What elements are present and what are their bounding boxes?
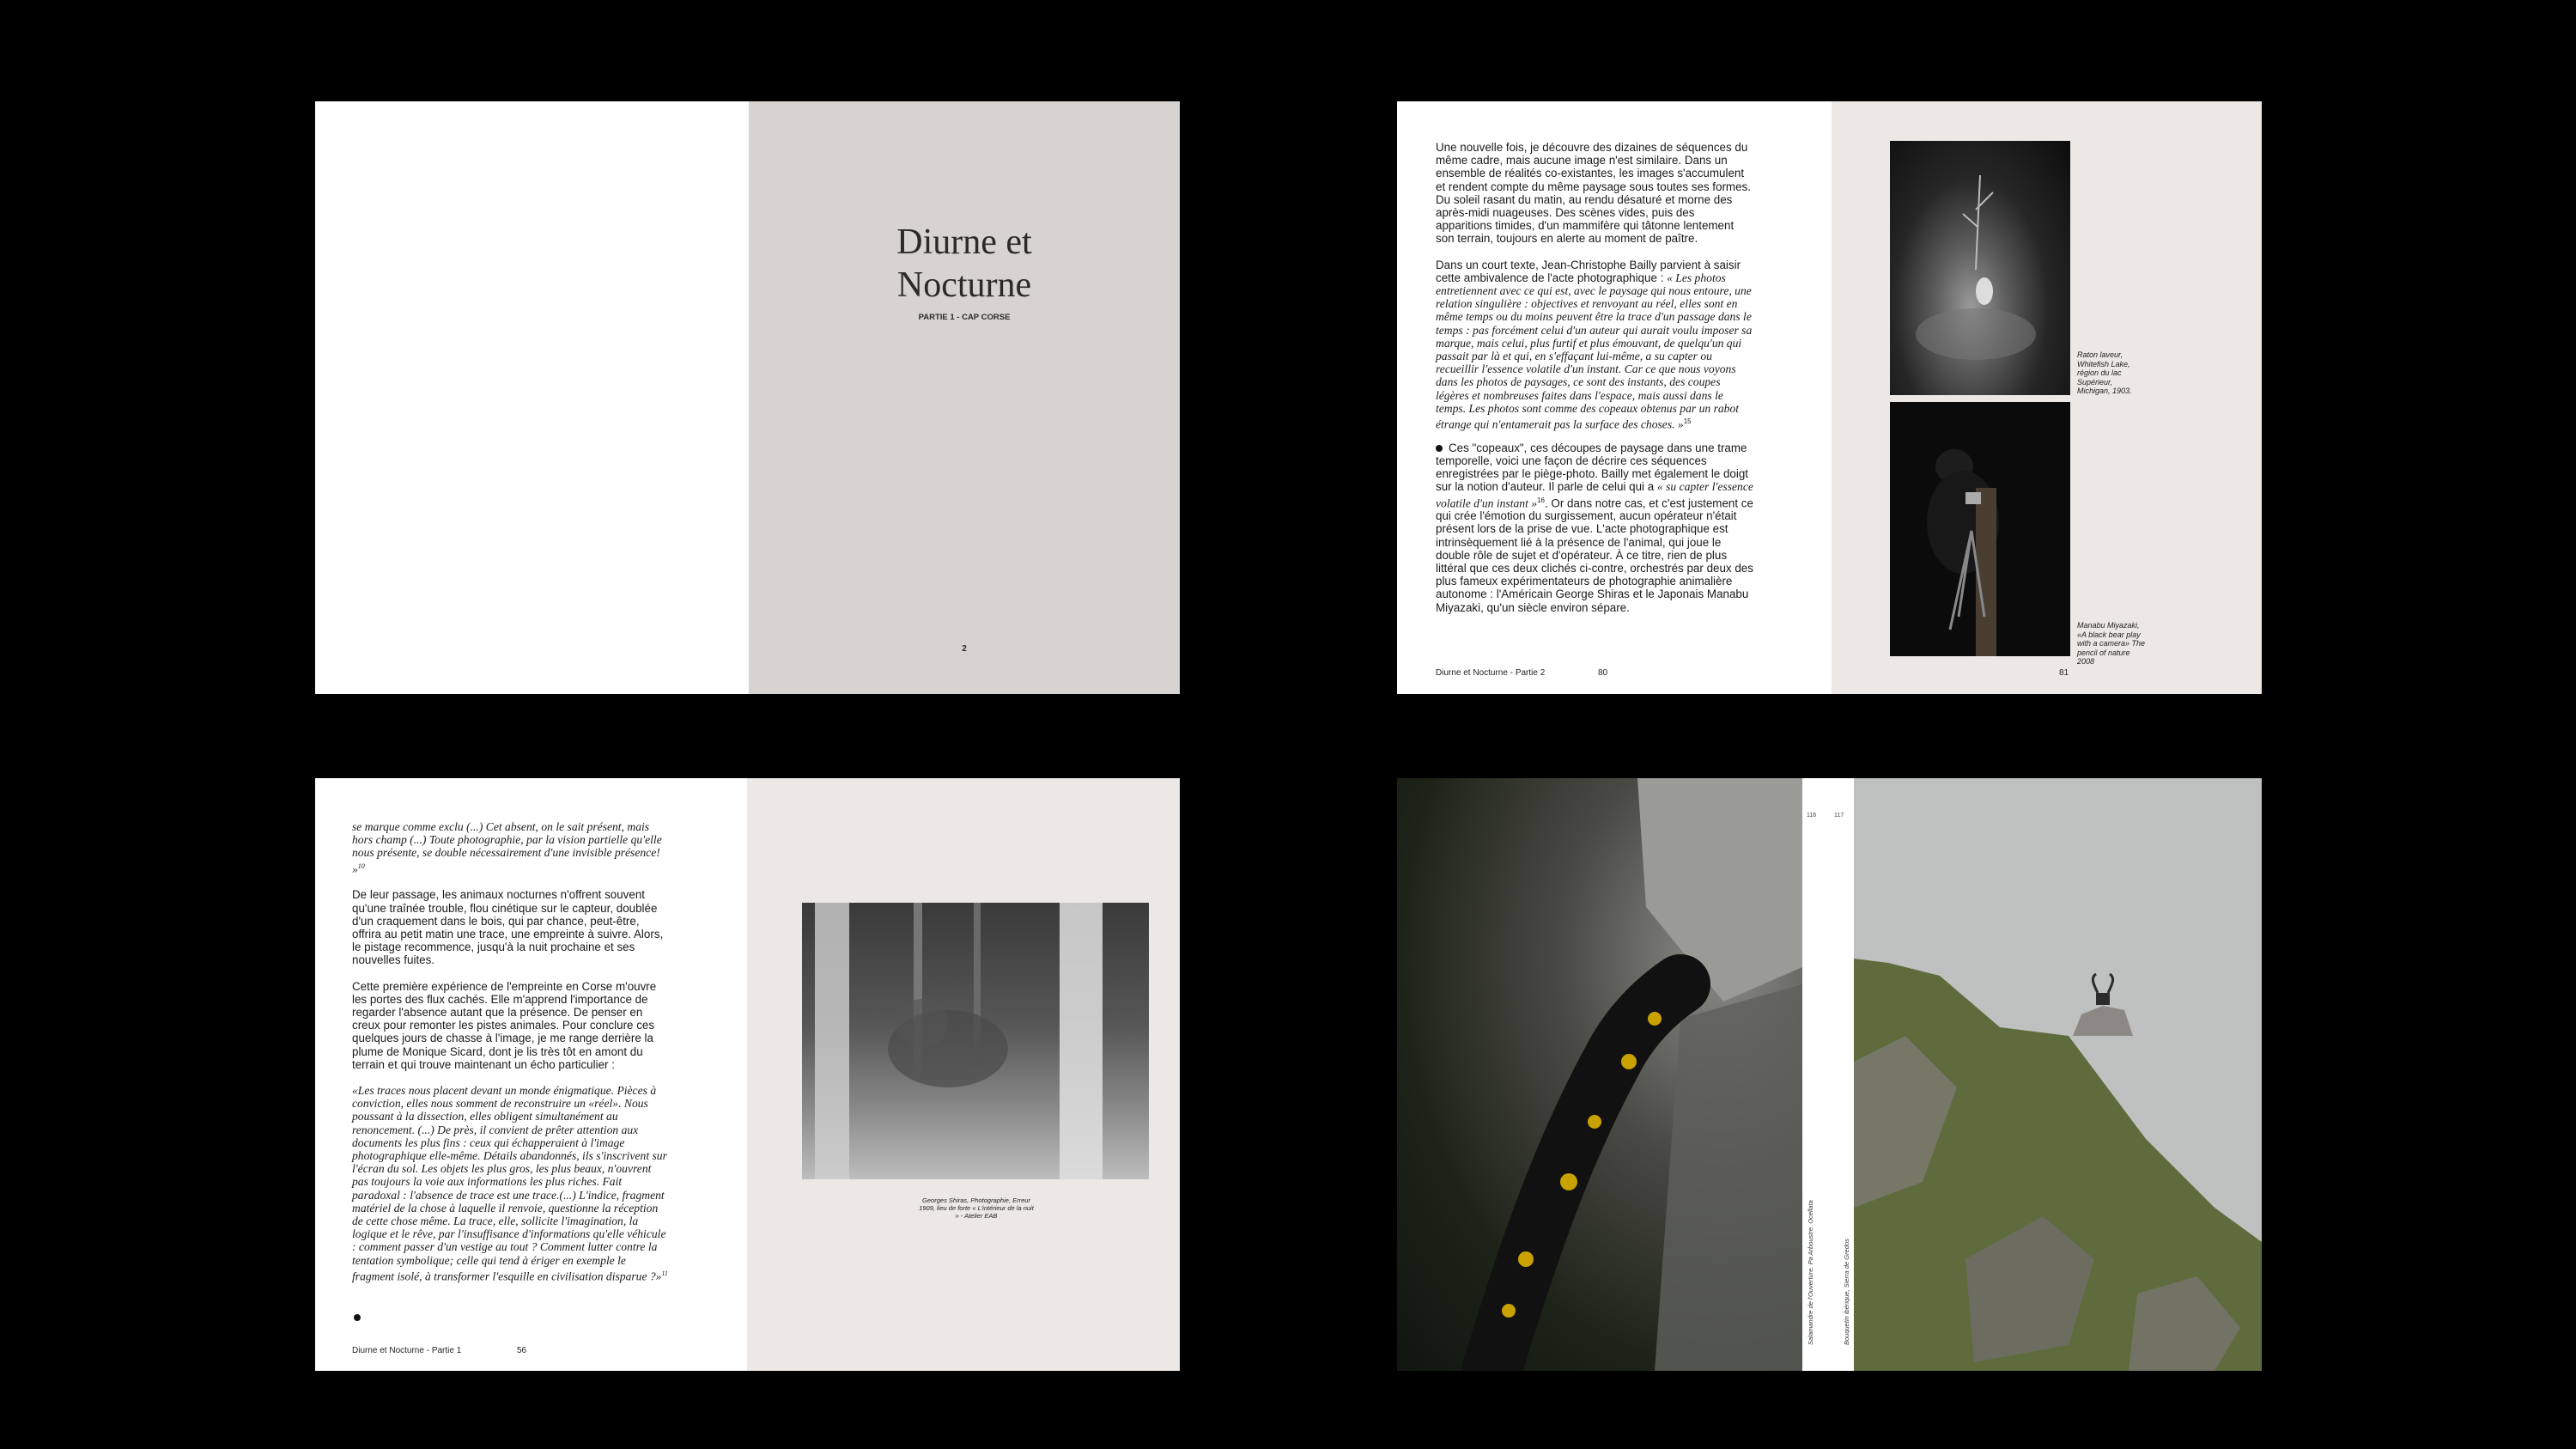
chapter-title-line1: Diurne et <box>896 222 1032 262</box>
photo-caption: Raton laveur, Whitefish Lake, région du lac Supérieur, Michigan, 1903. <box>2077 350 2132 395</box>
spread-title-page <box>315 101 1180 694</box>
photo-right-page <box>747 778 1180 1371</box>
photo-caption: Manabu Miyazaki, «A black bear play with a camera» The pencil of nature 2008 <box>2077 621 2146 666</box>
bullet-icon <box>354 1314 361 1321</box>
night-forest-photo <box>802 903 1149 1179</box>
spread-text-night-photo <box>315 778 1180 1371</box>
quote-paragraph: «Les traces nous placent devant un monde énigmatique. Pièces à conviction, elles nous somment de reconstruire un «réel». Nous poussant à la dissection, elles obligent simultanément au renoncement. (...) De près, il convient de prêter attention aux documents les plus fins : ceux qui échapperaient à l'image photographique elle-même. Détails abandonnés, ils s'inscrivent sur l'écran du sol. Les objets les plus gros, les plus beaux, n'ouvrent pas toujours la voie aux informations les plus riches. Fait paradoxal : l'absence de trace est une trace.(...) L'indice, fragment matériel de la chose à laquelle il renvoie, questionne la réception de cette chose même. La trace, elle, sollicite l'imagination, la logique et le rêve, par l'insuffisance d'informations qu'elle véhicule : comment passer d'un vestige au tout ? Comment lutter contre la tentation symbolique; celle qui tend à ériger en exemple le fragment isolé, à transformer l'esquille en civilisation disparue ?»$^{11}$ <box>352 1083 668 1283</box>
paragraph: Dans un court texte, Jean-Christophe Bailly parvient à saisir cette ambivalence de l'acte photographique : « Les photos entretiennent avec ce qui est, avec le paysage qui nous entoure, une relation singulière : objectives et renvoyant au réel, elles sont en même temps ou du moins peuvent être la trace d'un passage dans le temps : pas forcément celui d'un auteur qui aurait voulu imposer sa marque, mais celui, plus furtif et plus émouvant, de quelqu'un qui passait par là et qui, en s'effaçant lui-même, a su capter ou recueillir l'essence volatile d'un instant. Car ce que nous voyons dans les photos de paysages, ce sont des instants, des coupes légères et nombreuses faites dans l'espace, mais aussi dans le temps. Les photos sont comme des copeaux obtenus par un rabot étrange qui n'entamerait pas la surface des choses. »$^{15}$ <box>1436 258 1753 431</box>
spread-text-photos <box>1397 101 2262 694</box>
chapter-subtitle: PARTIE 1 - CAP CORSE <box>918 313 1011 322</box>
salamander-photo <box>1397 778 1802 1371</box>
photo-right-page <box>1832 101 2262 694</box>
page-number: 81 <box>2059 668 2069 678</box>
gutter-page <box>1802 778 1854 1371</box>
page-number: 117 <box>1834 813 1844 819</box>
text-left-page <box>315 778 747 1371</box>
running-footer: Diurne et Nocturne - Partie 2 <box>1436 668 1546 678</box>
paragraph: Une nouvelle fois, je découvre des dizaines de séquences du même cadre, mais aucune image n'est similaire. Dans un ensemble de réalités co-existantes, les images s'accumulent et rendent compte du même paysage sous toutes ses formes. Du soleil rasant du matin, au rendu désaturé et morne des après-midi nuageuses. Des scènes vides, puis des apparitions timides, d'un mammifère qui tâtonne lentement son terrain, toujours en alerte au moment de paître. <box>1436 141 1751 246</box>
bullet-icon <box>1436 445 1443 452</box>
vertical-caption: Bouquetin ibérique, Sierra de Gredos <box>1843 1239 1850 1345</box>
paragraph: Ces "copeaux", ces découpes de paysage dans une trame temporelle, voici une façon de décrire ces séquences enregistrées par le piège-photo. Bailly met également le doigt sur la notion d'auteur. Il parle de celui qui a « su capter l'essence volatile d'un instant »$^{16}$. Or dans notre cas, et c'est justement ce qui crée l'émotion du surgissement, aucun opérateur n'était présent lors de la prise de vue. L'acte photographique est intrinsèquement lié à la présence de l'animal, qui joue le double rôle de sujet et d'opérateur. À ce titre, rien de plus littéral que ces deux clichés ci-contre, orchestrés par deux des plus fameux expérimentateurs de photographie animalière autonome : l'Américain George Shiras et le Japonais Manabu Miyazaki, qu'un siècle environ sépare. <box>1436 441 1753 614</box>
vertical-caption: Salamandre de l'Ouverture. Pa Arboustre. Ocellata <box>1807 1200 1814 1345</box>
text-left-page <box>1397 101 1832 694</box>
paragraph: De leur passage, les animaux nocturnes n'offrent souvent qu'une traînée trouble, flou cinétique sur le capteur, doublée d'un craquement dans le bois, qui par chance, peut-être, offrira au petit matin une trace, une empreinte à suivre. Alors, le pistage recommence, jusqu'à la nuit prochaine et ses nouvelles fuites. <box>352 888 664 967</box>
bear-photo <box>1890 402 2070 656</box>
raccoon-photo <box>1890 141 2070 395</box>
running-footer: Diurne et Nocturne - Partie 1 <box>352 1346 462 1355</box>
page-number: 80 <box>1598 668 1608 678</box>
title-right-page <box>749 101 1180 694</box>
ibex-photo <box>1854 778 2262 1371</box>
chapter-title-line2: Nocturne <box>896 265 1032 305</box>
page-number: 2 <box>962 644 967 654</box>
photo-caption: Georges Shiras, Photographie, Erreur 1909, lieu de forte « L'intérieur de la nuit » - Atelier EAB <box>919 1196 1034 1220</box>
page-number: 116 <box>1807 813 1817 819</box>
blank-left-page <box>315 101 749 694</box>
paragraph: Cette première expérience de l'empreinte en Corse m'ouvre les portes des flux cachés. Elle m'apprend l'importance de regarder l'absence autant que la présence. De penser en creux pour remonter les pistes animales. Pour conclure ces quelques jours de chasse à l'image, je me range derrière la plume de Monique Sicard, dont je lis très tôt en amont du terrain et qui trouve maintenant un écho particulier : <box>352 979 657 1071</box>
page-number: 56 <box>517 1346 527 1355</box>
quote-paragraph: se marque comme exclu (...) Cet absent, on le sait présent, mais hors champ (...) Toute photographie, par la vision partielle qu'elle nous présente, se double nécessairement d'une invisible présence! »$^{10}$ <box>352 820 662 876</box>
spread-wildlife-photos <box>1397 778 2262 1371</box>
